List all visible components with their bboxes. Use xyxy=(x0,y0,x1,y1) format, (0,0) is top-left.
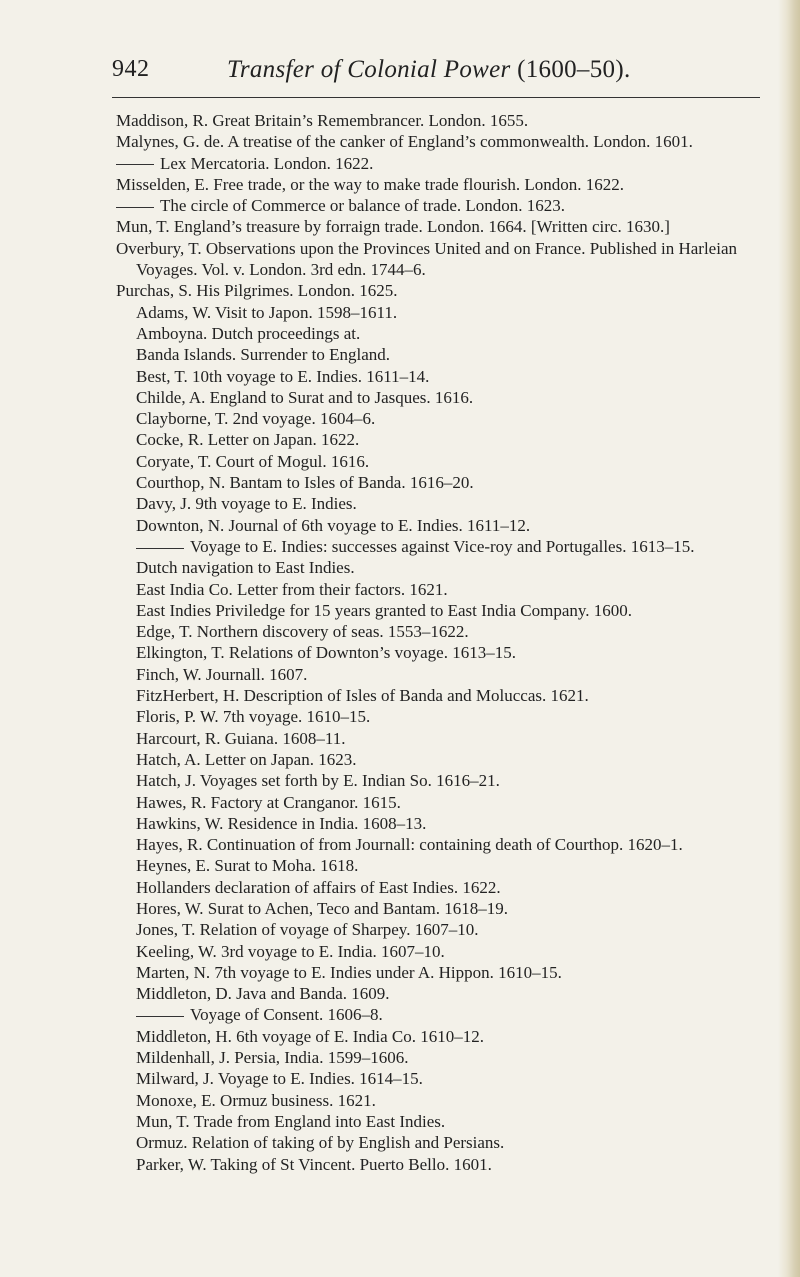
bibliography-entry xyxy=(116,579,766,600)
entry-text: Mun, T. England’s treasure by forraign trade. London. 1664. [Written circ. 1630.] xyxy=(116,217,670,237)
bibliography-entry xyxy=(116,813,766,834)
entry-text: Parker, W. Taking of St Vincent. Puerto Bello. 1601. xyxy=(136,1154,492,1174)
entry-text: Downton, N. Journal of 6th voyage to E. Indies. 1611–12. xyxy=(136,515,531,535)
bibliography-entry xyxy=(116,919,766,940)
bibliography-entry xyxy=(116,387,766,408)
bibliography-entry xyxy=(116,366,766,387)
bibliography-entry xyxy=(116,728,766,749)
entry-text: East Indies Priviledge for 15 years granted to East India Company. 1600. xyxy=(136,600,633,620)
entry-text: Banda Islands. Surrender to England. xyxy=(136,345,390,365)
bibliography-entry-continuation xyxy=(116,153,766,174)
entry-text: Floris, P. W. 7th voyage. 1610–15. xyxy=(136,707,371,727)
bibliography-entry xyxy=(116,983,766,1004)
bibliography-entry xyxy=(116,302,766,323)
bibliography-entry xyxy=(116,1111,766,1132)
entry-text: Malynes, G. de. A treatise of the canker of England’s commonwealth. London. 1601. xyxy=(116,132,693,152)
entry-text: Milward, J. Voyage to E. Indies. 1614–15. xyxy=(136,1069,423,1089)
bibliography-entry xyxy=(116,408,766,429)
entry-text: Coryate, T. Court of Mogul. 1616. xyxy=(136,451,370,471)
ditto-dash xyxy=(136,1016,184,1017)
bibliography-entry xyxy=(116,451,766,472)
bibliography-entry xyxy=(116,131,766,152)
running-title-italic: Transfer of Colonial Power xyxy=(227,56,511,83)
bibliography-entry xyxy=(116,855,766,876)
bibliography-entry-continuation xyxy=(116,195,766,216)
bibliography-entry xyxy=(116,1068,766,1089)
bibliography-entry xyxy=(116,110,766,131)
bibliography-entry xyxy=(116,1154,766,1175)
entry-text: Mildenhall, J. Persia, India. 1599–1606. xyxy=(136,1048,409,1068)
bibliography-entry xyxy=(116,749,766,770)
bibliography-entry xyxy=(116,770,766,791)
entry-text: FitzHerbert, H. Description of Isles of Banda and Moluccas. 1621. xyxy=(136,686,589,706)
entry-text: Marten, N. 7th voyage to E. Indies under A. Hippon. 1610–15. xyxy=(136,962,562,982)
entry-text: Hores, W. Surat to Achen, Teco and Bantam. 1618–19. xyxy=(136,898,508,918)
entry-text: Hollanders declaration of affairs of East Indies. 1622. xyxy=(136,877,501,897)
bibliography-entry xyxy=(116,877,766,898)
bibliography-entry xyxy=(116,834,766,855)
entry-text: Overbury, T. Observations upon the Provinces United and on France. Published in Harleian Voyages. Vol. v. London. 3rd edn. 1744–6. xyxy=(116,238,737,280)
entry-text: Elkington, T. Relations of Downton’s voyage. 1613–15. xyxy=(136,643,516,663)
bibliography-entry xyxy=(116,557,766,578)
bibliography-list xyxy=(116,110,766,1175)
bibliography-entry xyxy=(116,344,766,365)
entry-text: Hawkins, W. Residence in India. 1608–13. xyxy=(136,813,427,833)
entry-text: Keeling, W. 3rd voyage to E. India. 1607–10. xyxy=(136,941,445,961)
page-number: 942 xyxy=(112,56,150,82)
running-title xyxy=(227,56,631,84)
entry-text: Maddison, R. Great Britain’s Remembrancer. London. 1655. xyxy=(116,111,529,130)
entry-text: Hatch, A. Letter on Japan. 1623. xyxy=(136,749,357,769)
bibliography-entry xyxy=(116,1090,766,1111)
bibliography-entry xyxy=(116,600,766,621)
bibliography-entry xyxy=(116,642,766,663)
bibliography-entry xyxy=(116,216,766,237)
entry-text: Hatch, J. Voyages set forth by E. Indian So. 1616–21. xyxy=(136,771,500,791)
bibliography-entry xyxy=(116,280,766,301)
entry-text: Best, T. 10th voyage to E. Indies. 1611–14. xyxy=(136,366,430,386)
entry-text: Mun, T. Trade from England into East Indies. xyxy=(136,1111,446,1131)
bibliography-entry xyxy=(116,238,766,281)
entry-text: Middleton, H. 6th voyage of E. India Co. 1610–12. xyxy=(136,1026,484,1046)
bibliography-entry xyxy=(116,515,766,536)
bibliography-entry xyxy=(116,1026,766,1047)
bibliography-entry xyxy=(116,1132,766,1153)
entry-text: Voyage of Consent. 1606–8. xyxy=(190,1005,383,1025)
bibliography-entry xyxy=(116,621,766,642)
entry-text: Davy, J. 9th voyage to E. Indies. xyxy=(136,494,357,514)
entry-text: Monoxe, E. Ormuz business. 1621. xyxy=(136,1090,376,1110)
entry-text: Childe, A. England to Surat and to Jasques. 1616. xyxy=(136,387,474,407)
bibliography-entry xyxy=(116,664,766,685)
ditto-dash xyxy=(116,207,154,208)
entry-text: Courthop, N. Bantam to Isles of Banda. 1616–20. xyxy=(136,473,474,493)
bibliography-entry xyxy=(116,792,766,813)
bibliography-entry xyxy=(116,941,766,962)
entry-text: Purchas, S. His Pilgrimes. London. 1625. xyxy=(116,281,398,301)
bibliography-entry xyxy=(116,472,766,493)
entry-text: Ormuz. Relation of taking of by English and Persians. xyxy=(136,1133,505,1153)
bibliography-entry xyxy=(116,323,766,344)
ditto-dash xyxy=(136,548,184,549)
bibliography-entry xyxy=(116,429,766,450)
bibliography-entry xyxy=(116,685,766,706)
entry-text: Heynes, E. Surat to Moha. 1618. xyxy=(136,856,359,876)
header-rule xyxy=(112,97,760,98)
bibliography-entry xyxy=(116,706,766,727)
entry-text: Middleton, D. Java and Banda. 1609. xyxy=(136,984,390,1004)
bibliography-entry-continuation xyxy=(116,536,766,557)
ditto-dash xyxy=(116,164,154,165)
entry-text: Cocke, R. Letter on Japan. 1622. xyxy=(136,430,360,450)
bibliography-entry xyxy=(116,174,766,195)
running-title-dates: (1600–50). xyxy=(517,56,631,83)
entry-text: Lex Mercatoria. London. 1622. xyxy=(160,153,374,173)
bibliography-entry xyxy=(116,898,766,919)
entry-text: Clayborne, T. 2nd voyage. 1604–6. xyxy=(136,409,376,429)
entry-text: Edge, T. Northern discovery of seas. 1553–1622. xyxy=(136,622,469,642)
bibliography-entry-continuation xyxy=(116,1004,766,1025)
entry-text: Dutch navigation to East Indies. xyxy=(136,558,355,578)
entry-text: Finch, W. Journall. 1607. xyxy=(136,664,308,684)
entry-text: Adams, W. Visit to Japon. 1598–1611. xyxy=(136,302,398,322)
entry-text: Misselden, E. Free trade, or the way to make trade flourish. London. 1622. xyxy=(116,174,624,194)
entry-text: Jones, T. Relation of voyage of Sharpey. 1607–10. xyxy=(136,920,479,940)
entry-text: Voyage to E. Indies: successes against Vice-roy and Portugalles. 1613–15. xyxy=(190,536,695,556)
entry-text: East India Co. Letter from their factors. 1621. xyxy=(136,579,448,599)
entry-text: Hawes, R. Factory at Cranganor. 1615. xyxy=(136,792,401,812)
entry-text: The circle of Commerce or balance of trade. London. 1623. xyxy=(160,196,566,216)
bibliography-entry xyxy=(116,962,766,983)
page-edge xyxy=(778,0,800,1277)
bibliography-entry xyxy=(116,1047,766,1068)
bibliography-entry xyxy=(116,493,766,514)
entry-text: Harcourt, R. Guiana. 1608–11. xyxy=(136,728,346,748)
running-header xyxy=(112,56,752,96)
entry-text: Hayes, R. Continuation of from Journall: containing death of Courthop. 1620–1. xyxy=(136,835,683,855)
entry-text: Amboyna. Dutch proceedings at. xyxy=(136,323,361,343)
